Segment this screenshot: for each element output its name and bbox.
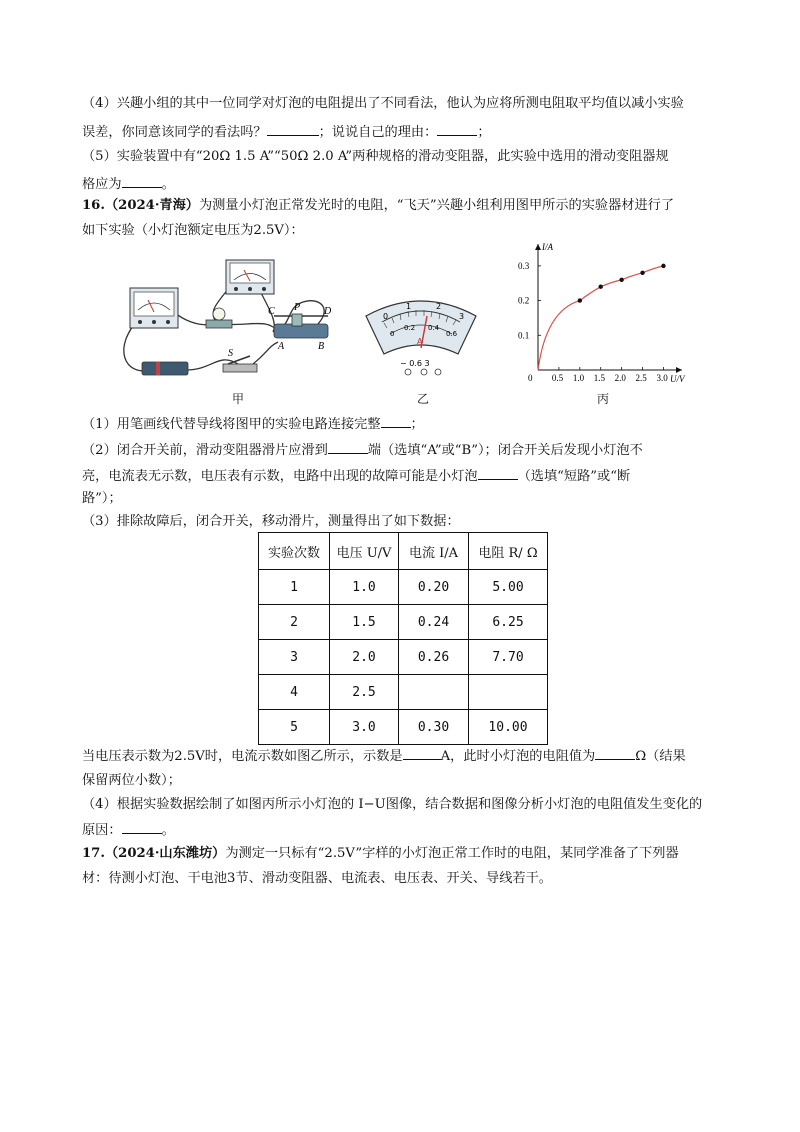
x-tick-label: 2.5 [635,373,647,383]
data-point [619,278,623,282]
y-axis-arrow [535,244,541,250]
table-row [259,640,548,675]
q15-p5-line1: （5）实验装置中有“20Ω 1.5 A”“50Ω 2.0 A”两种规格的滑动变阻器，此实验中选用的滑动变阻器规 [82,149,669,164]
dial-unit: A [417,337,423,346]
table-cell: 0.20 [399,570,469,605]
table-row [259,605,548,640]
y-tick-label: 0.3 [518,260,530,271]
dial-bottom-0: 0 [390,330,395,338]
table-header: 电阻 R/ Ω [469,533,548,570]
x-axis-arrow [676,367,682,373]
table-cell: 3 [259,640,330,675]
figure-caption-jia: 甲 [232,392,245,406]
table-cell-empty[interactable] [469,675,548,710]
figure-caption-bing: 丙 [597,392,610,406]
dial-bottom-1: 0.2 [404,324,416,332]
label-c: C [268,306,275,317]
q15-p4-line2: 误差，你同意该同学的看法吗？ ；说说自己的理由： ； [82,122,491,142]
answer-blank[interactable] [437,122,477,136]
answer-blank[interactable] [328,440,368,454]
x-tick-label: 0.5 [551,373,564,383]
table-cell: 1.5 [330,605,399,640]
ammeter-dial-figure [362,294,480,376]
circuit-figure [118,252,350,387]
table-cell: 1.0 [330,570,399,605]
x-axis-label: U/V [670,374,685,384]
q17-stem-line1: 17.（2024·山东潍坊）为测定一只标有“2.5V”字样的小灯泡正常工作时的电阻，某同学准备了下列器 [82,846,679,861]
answer-blank[interactable] [381,414,411,428]
dial-top-1: 1 [406,302,412,311]
y-tick-label: 0.1 [518,330,530,341]
iu-curve [538,266,663,370]
q16-p1: （1）用笔画线代替导线将图甲的实验电路连接完整 ； [82,414,424,434]
answer-blank[interactable] [122,820,162,834]
y-tick-label: 0.2 [518,295,530,306]
answer-blank[interactable] [595,746,635,760]
label-s: S [228,348,233,359]
table-header-row [259,533,548,570]
table-row [259,710,548,745]
table-header: 实验次数 [259,533,330,570]
table-cell: 2.0 [330,640,399,675]
answer-blank[interactable] [122,174,162,188]
data-point [578,298,582,302]
answer-blank[interactable] [478,466,518,480]
dial-top-2: 2 [436,302,442,311]
dial-bottom-2: 0.4 [428,324,440,332]
dial-bottom-3: 0.6 [446,330,458,338]
x-tick-label: 0 [528,373,533,383]
q17-stem-line2: 材：待测小灯泡、干电池3节、滑动变阻器、电流表、电压表、开关、导线若干。 [82,871,552,886]
table-header: 电流 I/A [399,533,469,570]
label-a: A [278,341,285,352]
q16-p3-after-line2: 保留两位小数）； [82,773,181,788]
q16-p2-line2: 亮，电流表无示数，电压表有示数，电路中出现的故障可能是小灯泡 （选填“短路”或“断 [82,466,630,486]
table-cell: 5 [259,710,330,745]
data-table [258,532,548,745]
table-row [259,675,548,710]
q15-p4-line1: （4）兴趣小组的其中一位同学对灯泡的电阻提出了不同看法，他认为应将所测电阻取平均值以减小实验 [82,96,684,111]
data-point [661,264,665,268]
table-cell: 0.24 [399,605,469,640]
table-cell: 10.00 [469,710,548,745]
q16-p4-line2: 原因： 。 [82,820,175,840]
iu-chart [512,238,690,386]
table-cell: 5.00 [469,570,548,605]
table-cell: 4 [259,675,330,710]
table-cell: 2.5 [330,675,399,710]
x-tick-label: 2.0 [614,373,626,383]
figure-caption-yi: 乙 [417,392,430,406]
q16-stem-line2: 如下实验（小灯泡额定电压为2.5V）： [82,223,304,238]
answer-blank[interactable] [403,746,441,760]
table-cell: 7.70 [469,640,548,675]
y-axis-label: I/A [542,242,553,252]
x-tick-label: 1.5 [593,373,605,383]
label-p: P [294,302,301,313]
data-point [599,285,603,289]
q16-p4-line1: （4）根据实验数据绘制了如图丙所示小灯泡的 I−U图像，结合数据和图像分析小灯泡的电阻值发生变化的 [82,797,703,812]
table-cell: 3.0 [330,710,399,745]
q16-p2-line3: 路”）； [82,491,122,506]
data-point [640,271,644,275]
table-header: 电压 U/V [330,533,399,570]
table-cell: 6.25 [469,605,548,640]
table-cell: 0.30 [399,710,469,745]
x-tick-label: 3.0 [656,373,668,383]
x-tick-label: 1.0 [572,373,585,383]
dial-top-0: 0 [383,312,389,321]
dial-terminals: − 0.6 3 [400,359,430,368]
label-b: B [318,341,325,352]
q16-p3: （3）排除故障后，闭合开关，移动滑片，测量得出了如下数据： [82,514,460,529]
label-d: D [324,306,332,317]
dial-top-3: 3 [459,312,465,321]
q15-p5-line2: 格应为 。 [82,174,175,194]
q16-p2-line1: （2）闭合开关前，滑动变阻器滑片应滑到 端（选填“A”或“B”）；闭合开关后发现小灯泡不 [82,440,643,460]
q16-stem-line1: 16.（2024·青海）为测量小灯泡正常发光时的电阻，“飞天”兴趣小组利用图甲所示的实验器材进行了 [82,198,675,213]
table-cell-empty[interactable] [399,675,469,710]
table-cell: 0.26 [399,640,469,675]
table-cell: 1 [259,570,330,605]
q16-p3-after-line1: 当电压表示数为2.5V时，电流示数如图乙所示，示数是 A，此时小灯泡的电阻值为 Ω（结果 [82,746,686,766]
table-cell: 2 [259,605,330,640]
table-row [259,570,548,605]
answer-blank[interactable] [267,122,319,136]
